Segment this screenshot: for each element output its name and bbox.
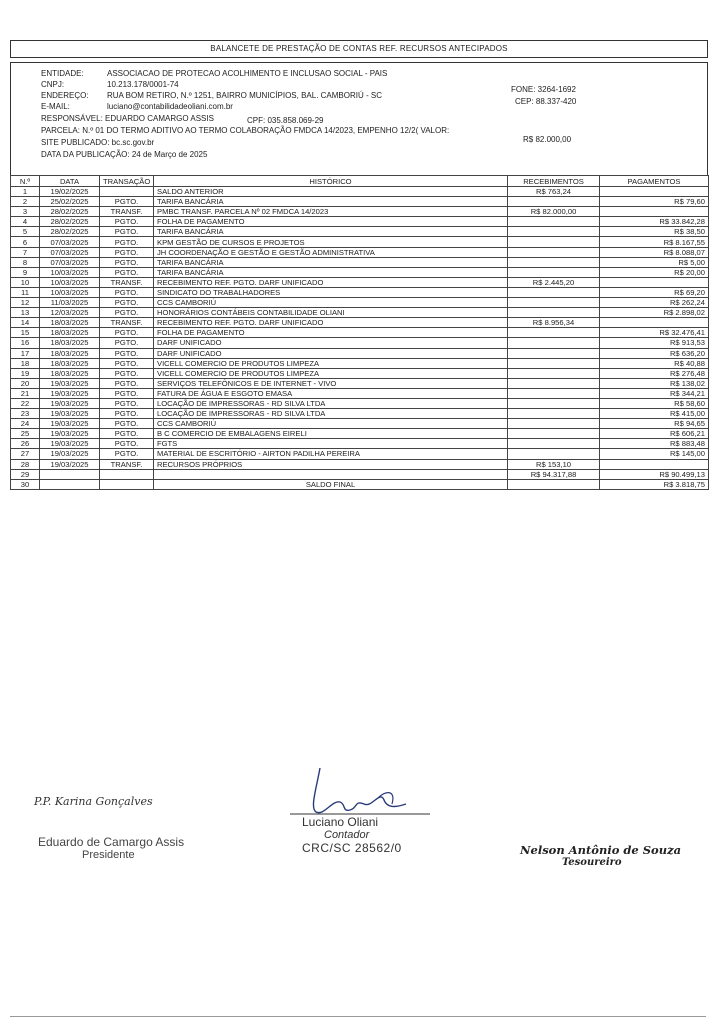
row-transaction: TRANSF.: [100, 277, 154, 287]
row-history: CCS CAMBORIÚ: [154, 419, 508, 429]
row-transaction: PGTO.: [100, 449, 154, 459]
cnpj-label: CNPJ:: [41, 80, 65, 89]
col-header-data: DATA: [40, 176, 100, 187]
row-number: 15: [11, 328, 40, 338]
endereco-label: ENDEREÇO:: [41, 91, 89, 100]
row-date: 19/03/2025: [40, 429, 100, 439]
row-receipt: [508, 419, 600, 429]
row-payment: R$ 138,02: [600, 378, 709, 388]
col-header-numero: N.º: [11, 176, 40, 187]
row-history: B C COMERCIO DE EMBALAGENS EIRELI: [154, 429, 508, 439]
row-transaction: PGTO.: [100, 287, 154, 297]
pp-signature-text: P.P. Karina Gonçalves: [34, 795, 153, 808]
row-date: 10/03/2025: [40, 287, 100, 297]
table-row: [11, 338, 709, 348]
row-date: 18/03/2025: [40, 318, 100, 328]
row-history: PMBC TRANSF. PARCELA Nº 02 FMDCA 14/2023: [154, 207, 508, 217]
entidade-label: ENTIDADE:: [41, 69, 84, 78]
tesoureiro-name: Nelson Antônio de Souza: [520, 843, 682, 857]
row-payment: R$ 344,21: [600, 388, 709, 398]
row-transaction: PGTO.: [100, 328, 154, 338]
row-history: VICELL COMERCIO DE PRODUTOS LIMPEZA: [154, 368, 508, 378]
row-receipt: R$ 8.956,34: [508, 318, 600, 328]
row-date: 18/03/2025: [40, 348, 100, 358]
parcela-value: PARCELA: N.º 01 DO TERMO ADITIVO AO TERMO COLABORAÇÃO FMDCA 14/2023, EMPENHO 12/2( VALOR:: [41, 126, 450, 135]
row-payment: R$ 40,88: [600, 358, 709, 368]
row-payment: R$ 415,00: [600, 409, 709, 419]
site-value: SITE PUBLICADO: bc.sc.gov.br: [41, 138, 155, 147]
table-row: [11, 378, 709, 388]
row-history: RECEBIMENTO REF. PGTO. DARF UNIFICADO: [154, 277, 508, 287]
row-number: 7: [11, 247, 40, 257]
row-payment: R$ 38,50: [600, 227, 709, 237]
row-transaction: PGTO.: [100, 308, 154, 318]
row-transaction: [100, 187, 154, 197]
row-payment: [600, 318, 709, 328]
row-transaction: [100, 479, 154, 489]
row-date: 19/03/2025: [40, 439, 100, 449]
row-date: 07/03/2025: [40, 247, 100, 257]
row-history: LOCAÇÃO DE IMPRESSORAS - RD SILVA LTDA: [154, 398, 508, 408]
row-date: 19/03/2025: [40, 409, 100, 419]
row-number: 29: [11, 469, 40, 479]
presidente-role: Presidente: [82, 849, 135, 861]
row-payment: R$ 8.167,55: [600, 237, 709, 247]
document-title: BALANCETE DE PRESTAÇÃO DE CONTAS REF. RECURSOS ANTECIPADOS: [10, 40, 708, 58]
entidade-value: ASSOCIACAO DE PROTECAO ACOLHIMENTO E INCLUSAO SOCIAL - PAIS: [107, 69, 388, 78]
email-value: luciano@contabilidadeoliani.com.br: [107, 102, 233, 111]
row-payment: R$ 8.088,07: [600, 247, 709, 257]
row-history: KPM GESTÃO DE CURSOS E PROJETOS: [154, 237, 508, 247]
row-number: 27: [11, 449, 40, 459]
table-row: [11, 429, 709, 439]
row-history: RECURSOS PRÓPRIOS: [154, 459, 508, 469]
row-payment: R$ 32.476,41: [600, 328, 709, 338]
fone-value: FONE: 3264-1692: [511, 85, 576, 94]
contador-signature-scrawl: [280, 760, 440, 820]
table-row: [11, 479, 709, 489]
row-transaction: PGTO.: [100, 368, 154, 378]
row-number: 14: [11, 318, 40, 328]
row-transaction: TRANSF.: [100, 207, 154, 217]
row-transaction: PGTO.: [100, 227, 154, 237]
row-number: 26: [11, 439, 40, 449]
row-receipt: [508, 429, 600, 439]
tesoureiro-role: Tesoureiro: [562, 857, 622, 868]
row-payment: R$ 5,00: [600, 257, 709, 267]
row-receipt: [508, 398, 600, 408]
row-date: 19/03/2025: [40, 378, 100, 388]
row-date: [40, 479, 100, 489]
row-date: 18/03/2025: [40, 368, 100, 378]
row-history: CCS CAMBORIÚ: [154, 298, 508, 308]
col-header-pagamentos: PAGAMENTOS: [600, 176, 709, 187]
row-payment: R$ 636,20: [600, 348, 709, 358]
row-history: TARIFA BANCÁRIA: [154, 227, 508, 237]
row-receipt: R$ 82.000,00: [508, 207, 600, 217]
row-receipt: [508, 328, 600, 338]
valor-value: R$ 82.000,00: [523, 135, 572, 144]
page-bottom-rule: [10, 1016, 706, 1017]
row-number: 8: [11, 257, 40, 267]
row-number: 13: [11, 308, 40, 318]
endereco-value: RUA BOM RETIRO, N.º 1251, BAIRRO MUNICÍPIOS, BAL. CAMBORIÚ - SC: [107, 91, 382, 100]
row-number: 6: [11, 237, 40, 247]
ledger-table: [10, 175, 709, 490]
row-date: 07/03/2025: [40, 257, 100, 267]
table-row: [11, 217, 709, 227]
row-history: DARF UNIFICADO: [154, 338, 508, 348]
row-history: SALDO FINAL: [154, 479, 508, 489]
entidade-line: [41, 69, 387, 79]
row-transaction: TRANSF.: [100, 459, 154, 469]
row-date: 18/03/2025: [40, 328, 100, 338]
row-history: [154, 469, 508, 479]
row-receipt: [508, 298, 600, 308]
row-transaction: PGTO.: [100, 378, 154, 388]
row-date: 28/02/2025: [40, 227, 100, 237]
table-row: [11, 449, 709, 459]
row-transaction: PGTO.: [100, 419, 154, 429]
row-number: 18: [11, 358, 40, 368]
row-payment: [600, 187, 709, 197]
row-payment: R$ 262,24: [600, 298, 709, 308]
row-number: 24: [11, 419, 40, 429]
endereco-line: [41, 91, 382, 101]
row-receipt: [508, 348, 600, 358]
table-row: [11, 308, 709, 318]
row-transaction: PGTO.: [100, 298, 154, 308]
row-payment: R$ 3.818,75: [600, 479, 709, 489]
row-payment: R$ 883,48: [600, 439, 709, 449]
row-transaction: PGTO.: [100, 257, 154, 267]
row-receipt: [508, 287, 600, 297]
table-row: [11, 227, 709, 237]
cep-value: CEP: 88.337-420: [515, 97, 577, 106]
row-receipt: [508, 247, 600, 257]
row-receipt: [508, 378, 600, 388]
row-number: 5: [11, 227, 40, 237]
row-receipt: [508, 257, 600, 267]
row-date: 28/02/2025: [40, 217, 100, 227]
tesoureiro-block: [520, 843, 681, 868]
row-date: 18/03/2025: [40, 358, 100, 368]
row-date: 19/03/2025: [40, 398, 100, 408]
row-number: 9: [11, 267, 40, 277]
contador-crc: CRC/SC 28562/0: [302, 841, 402, 855]
table-row: [11, 398, 709, 408]
data-publicacao-value: DATA DA PUBLICAÇÃO: 24 de Março de 2025: [41, 150, 208, 159]
table-row: [11, 388, 709, 398]
row-history: TARIFA BANCÁRIA: [154, 267, 508, 277]
row-history: FGTS: [154, 439, 508, 449]
row-history: SALDO ANTERIOR: [154, 187, 508, 197]
row-transaction: PGTO.: [100, 388, 154, 398]
row-number: 25: [11, 429, 40, 439]
table-row: [11, 207, 709, 217]
table-row: [11, 328, 709, 338]
row-transaction: PGTO.: [100, 439, 154, 449]
row-number: 28: [11, 459, 40, 469]
row-number: 10: [11, 277, 40, 287]
row-date: 25/02/2025: [40, 197, 100, 207]
table-row: [11, 358, 709, 368]
table-row: [11, 459, 709, 469]
row-receipt: [508, 227, 600, 237]
row-number: 3: [11, 207, 40, 217]
col-header-recebimentos: RECEBIMENTOS: [508, 176, 600, 187]
row-date: 18/03/2025: [40, 338, 100, 348]
row-date: 19/03/2025: [40, 459, 100, 469]
row-transaction: TRANSF.: [100, 318, 154, 328]
row-receipt: R$ 763,24: [508, 187, 600, 197]
row-receipt: [508, 368, 600, 378]
row-number: 20: [11, 378, 40, 388]
row-receipt: [508, 409, 600, 419]
row-receipt: [508, 358, 600, 368]
row-receipt: [508, 237, 600, 247]
table-row: [11, 439, 709, 449]
row-history: LOCAÇÃO DE IMPRESSORAS - RD SILVA LTDA: [154, 409, 508, 419]
row-payment: R$ 58,60: [600, 398, 709, 408]
row-payment: R$ 69,20: [600, 287, 709, 297]
row-transaction: PGTO.: [100, 409, 154, 419]
row-history: TARIFA BANCÁRIA: [154, 197, 508, 207]
ledger-body: [11, 187, 709, 490]
contador-name: Luciano Oliani: [302, 815, 379, 829]
row-history: SERVIÇOS TELEFÔNICOS E DE INTERNET - VIVO: [154, 378, 508, 388]
row-transaction: PGTO.: [100, 398, 154, 408]
row-payment: R$ 145,00: [600, 449, 709, 459]
cnpj-line: [41, 80, 179, 90]
row-receipt: [508, 197, 600, 207]
row-date: 11/03/2025: [40, 298, 100, 308]
table-row: [11, 419, 709, 429]
row-transaction: PGTO.: [100, 237, 154, 247]
row-receipt: [508, 217, 600, 227]
row-receipt: R$ 2.445,20: [508, 277, 600, 287]
row-number: 19: [11, 368, 40, 378]
row-transaction: PGTO.: [100, 217, 154, 227]
contador-role: Contador: [324, 829, 370, 841]
row-history: DARF UNIFICADO: [154, 348, 508, 358]
row-transaction: PGTO.: [100, 348, 154, 358]
cpf-value: CPF: 035.858.069-29: [247, 116, 324, 125]
row-receipt: [508, 267, 600, 277]
row-date: 28/02/2025: [40, 207, 100, 217]
row-date: [40, 469, 100, 479]
row-date: 19/03/2025: [40, 449, 100, 459]
table-row: [11, 409, 709, 419]
row-transaction: PGTO.: [100, 197, 154, 207]
row-history: RECEBIMENTO REF. PGTO. DARF UNIFICADO: [154, 318, 508, 328]
row-number: 23: [11, 409, 40, 419]
row-receipt: [508, 449, 600, 459]
row-payment: R$ 33.842,28: [600, 217, 709, 227]
email-line: [41, 102, 233, 112]
responsavel-value: RESPONSÁVEL: EDUARDO CAMARGO ASSIS: [41, 114, 214, 123]
table-row: [11, 187, 709, 197]
row-transaction: PGTO.: [100, 429, 154, 439]
row-date: 10/03/2025: [40, 267, 100, 277]
row-payment: R$ 90.499,13: [600, 469, 709, 479]
row-payment: [600, 207, 709, 217]
table-row: [11, 469, 709, 479]
row-number: 2: [11, 197, 40, 207]
row-history: FOLHA DE PAGAMENTO: [154, 328, 508, 338]
table-row: [11, 257, 709, 267]
row-payment: [600, 459, 709, 469]
row-history: HONORÁRIOS CONTÁBEIS CONTABILIDADE OLIANI: [154, 308, 508, 318]
row-date: 19/02/2025: [40, 187, 100, 197]
row-receipt: R$ 153,10: [508, 459, 600, 469]
row-payment: R$ 79,60: [600, 197, 709, 207]
table-row: [11, 197, 709, 207]
table-row: [11, 348, 709, 358]
row-number: 12: [11, 298, 40, 308]
table-row: [11, 298, 709, 308]
row-number: 4: [11, 217, 40, 227]
row-transaction: [100, 469, 154, 479]
row-date: 19/03/2025: [40, 419, 100, 429]
cnpj-value: 10.213.178/0001-74: [107, 80, 179, 89]
row-receipt: [508, 308, 600, 318]
pp-signature: [34, 792, 153, 810]
row-number: 22: [11, 398, 40, 408]
row-number: 21: [11, 388, 40, 398]
col-header-historico: HISTÓRICO: [154, 176, 508, 187]
row-transaction: PGTO.: [100, 267, 154, 277]
row-receipt: [508, 388, 600, 398]
row-history: VICELL COMERCIO DE PRODUTOS LIMPEZA: [154, 358, 508, 368]
email-label: E-MAIL:: [41, 102, 70, 111]
presidente-name: Eduardo de Camargo Assis: [38, 835, 185, 849]
row-transaction: PGTO.: [100, 247, 154, 257]
row-transaction: PGTO.: [100, 358, 154, 368]
row-receipt: [508, 479, 600, 489]
row-history: TARIFA BANCÁRIA: [154, 257, 508, 267]
table-row: [11, 318, 709, 328]
row-history: MATERIAL DE ESCRITÓRIO - AIRTON PADILHA PEREIRA: [154, 449, 508, 459]
row-payment: R$ 606,21: [600, 429, 709, 439]
presidente-block: [38, 835, 184, 861]
row-number: 17: [11, 348, 40, 358]
row-date: 12/03/2025: [40, 308, 100, 318]
row-payment: R$ 276,48: [600, 368, 709, 378]
table-row: [11, 247, 709, 257]
header-info-box: [10, 62, 708, 176]
row-payment: R$ 94,65: [600, 419, 709, 429]
row-date: 07/03/2025: [40, 237, 100, 247]
row-date: 10/03/2025: [40, 277, 100, 287]
row-payment: R$ 20,00: [600, 267, 709, 277]
row-history: JH COORDENAÇÃO E GESTÃO E GESTÃO ADMINISTRATIVA: [154, 247, 508, 257]
row-number: 1: [11, 187, 40, 197]
col-header-transacao: TRANSAÇÃO: [100, 176, 154, 187]
table-row: [11, 277, 709, 287]
row-number: 16: [11, 338, 40, 348]
row-receipt: [508, 338, 600, 348]
row-number: 11: [11, 287, 40, 297]
row-payment: R$ 2.898,02: [600, 308, 709, 318]
table-row: [11, 237, 709, 247]
table-header-row: [11, 176, 709, 187]
row-history: FATURA DE ÁGUA E ESGOTO EMASA: [154, 388, 508, 398]
table-row: [11, 287, 709, 297]
row-history: SINDICATO DO TRABALHADORES: [154, 287, 508, 297]
row-transaction: PGTO.: [100, 338, 154, 348]
table-row: [11, 368, 709, 378]
row-payment: [600, 277, 709, 287]
row-receipt: [508, 439, 600, 449]
row-number: 30: [11, 479, 40, 489]
table-row: [11, 267, 709, 277]
contador-block: [302, 815, 402, 855]
row-history: FOLHA DE PAGAMENTO: [154, 217, 508, 227]
row-payment: R$ 913,53: [600, 338, 709, 348]
row-receipt: R$ 94.317,88: [508, 469, 600, 479]
row-date: 19/03/2025: [40, 388, 100, 398]
